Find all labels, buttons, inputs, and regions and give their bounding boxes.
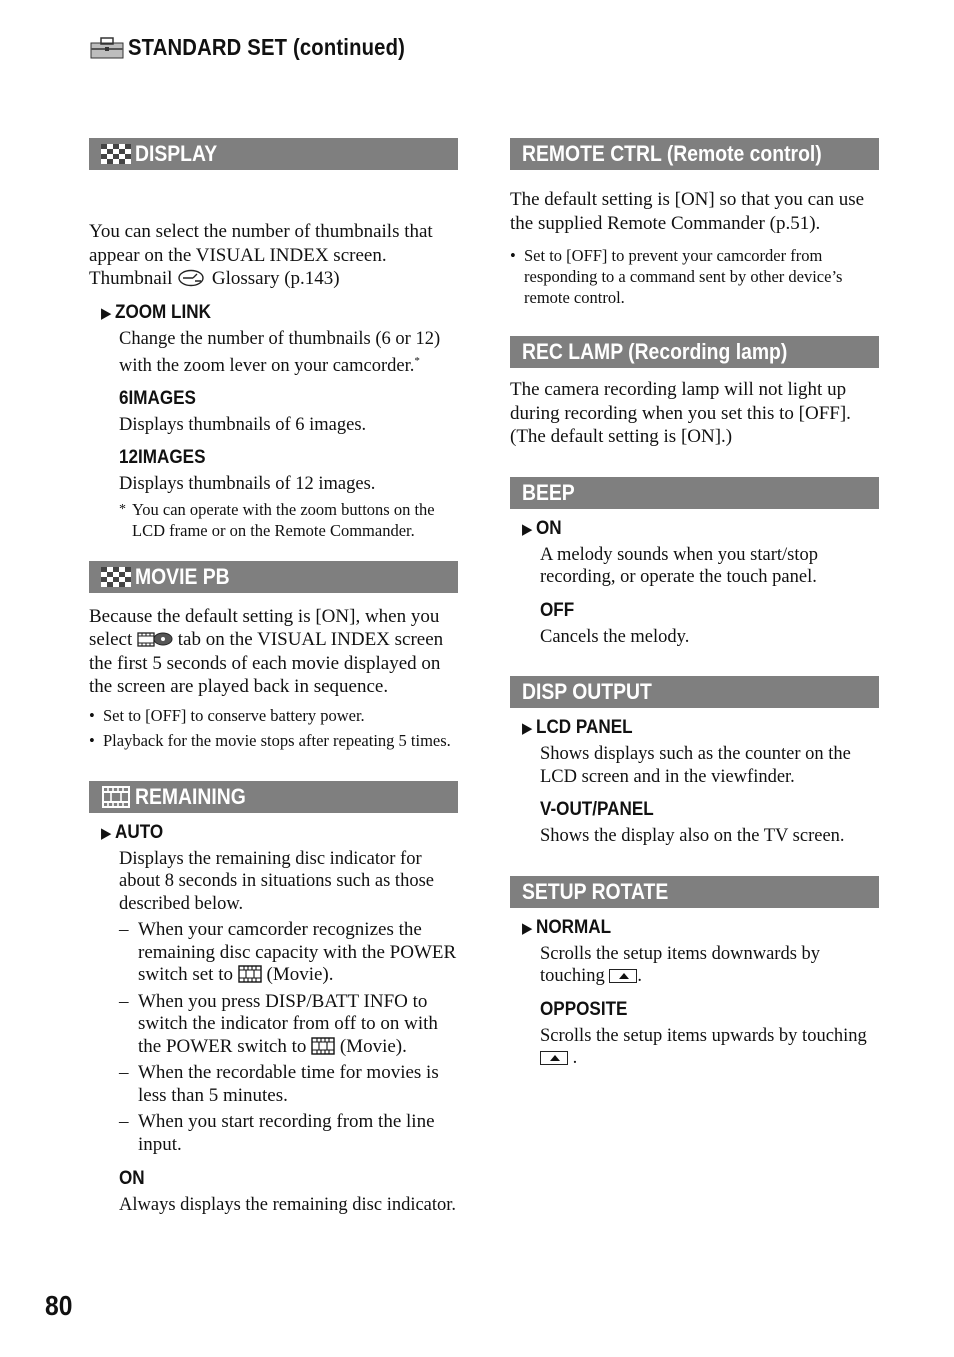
option-opposite: OPPOSITE bbox=[540, 998, 628, 1020]
option-zoom-link-text: Change the number of thumbnails (6 or 12) with the zoom lever on your camcorder.* bbox=[119, 328, 441, 377]
section-title-remaining: REMAINING bbox=[135, 783, 246, 809]
section-bar-display bbox=[89, 138, 458, 170]
option-beep-off-text: Cancels the melody. bbox=[540, 626, 690, 647]
section-title-display: DISPLAY bbox=[135, 141, 218, 166]
movie-pb-bullet: • Playback for the movie stops after repeating 5 times. bbox=[89, 730, 451, 750]
right-column bbox=[510, 138, 879, 1070]
option-normal: ▶ NORMAL bbox=[522, 916, 612, 938]
option-6images-text: Displays thumbnails of 6 images. bbox=[119, 414, 367, 435]
remaining-dash-item: – When you press DISP/BATT INFO to switch the indicator from off to on with the POWER switch to (Movie). bbox=[119, 990, 438, 1057]
remaining-dash-item: – When your camcorder recognizes the remaining disc capacity with the POWER switch set to (Movie). bbox=[119, 919, 457, 986]
rec-lamp-intro: The camera recording lamp will not light up during recording when you set this to [OFF]. (The default setting is [ON].) bbox=[510, 379, 851, 447]
option-lcd-panel: ▶ LCD PANEL bbox=[522, 717, 633, 738]
section-bar-remote-ctrl bbox=[510, 138, 879, 170]
left-column bbox=[89, 138, 458, 1217]
section-bar-beep bbox=[510, 477, 879, 509]
section-title-beep: BEEP bbox=[522, 479, 575, 505]
option-v-out-panel-text: Shows the display also on the TV screen. bbox=[540, 826, 845, 846]
display-footnote: * You can operate with the zoom buttons on the LCD frame or on the Remote Commander. bbox=[119, 499, 435, 540]
page-number: 80 bbox=[45, 1290, 73, 1321]
default-marker-icon: ▶ bbox=[101, 304, 112, 322]
display-intro: You can select the number of thumbnails that appear on the VISUAL INDEX screen. Thumbnail Glossary (p.143) bbox=[89, 221, 433, 289]
remaining-dash-item: – When you start recording from the line input. bbox=[119, 1111, 435, 1155]
toolbox-icon bbox=[90, 37, 124, 59]
movie-pb-bullet: • Set to [OFF] to conserve battery power. bbox=[89, 705, 365, 725]
checker-icon bbox=[101, 567, 131, 587]
option-beep-on: ▶ ON bbox=[522, 517, 562, 539]
remote-ctrl-intro: The default setting is [ON] so that you can use the supplied Remote Commander (p.51). bbox=[510, 189, 865, 234]
option-6images: 6IMAGES bbox=[119, 387, 196, 409]
section-title-disp-output: DISP OUTPUT bbox=[522, 679, 652, 704]
option-12images: 12IMAGES bbox=[119, 447, 206, 469]
glossary-hand-icon bbox=[177, 267, 207, 287]
option-zoom-link: ▶ ZOOM LINK bbox=[101, 301, 211, 323]
scroll-up-button-icon bbox=[609, 969, 637, 983]
remaining-dash-item: – When the recordable time for movies is less than 5 minutes. bbox=[119, 1062, 439, 1106]
option-normal-text: Scrolls the setup items downwards by touching . bbox=[540, 943, 821, 986]
section-title-rec-lamp: REC LAMP (Recording lamp) bbox=[522, 339, 788, 364]
section-title-setup-rotate: SETUP ROTATE bbox=[522, 878, 669, 904]
scroll-up-button-icon bbox=[540, 1051, 568, 1065]
section-bar-setup-rotate bbox=[510, 876, 879, 908]
option-on: ON bbox=[119, 1168, 145, 1190]
section-bar-remaining bbox=[89, 781, 458, 813]
movie-disc-tab-icon bbox=[137, 630, 173, 648]
section-bar-disp-output bbox=[510, 676, 879, 708]
default-marker-icon: ▶ bbox=[522, 919, 533, 937]
option-12images-text: Displays thumbnails of 12 images. bbox=[119, 474, 376, 495]
option-auto: ▶ AUTO bbox=[101, 821, 164, 843]
film-icon bbox=[101, 786, 131, 808]
checker-icon bbox=[101, 144, 131, 164]
section-bar-movie-pb bbox=[89, 561, 458, 593]
film-icon bbox=[311, 1037, 335, 1055]
section-bar-rec-lamp bbox=[510, 336, 879, 368]
default-marker-icon: ▶ bbox=[522, 520, 533, 538]
section-title-movie-pb: MOVIE PB bbox=[135, 563, 230, 589]
default-marker-icon: ▶ bbox=[522, 720, 533, 737]
remote-ctrl-bullet: • Set to [OFF] to prevent your camcorder from responding to a command sent by other device’s remote control. bbox=[510, 246, 843, 307]
page-header bbox=[90, 34, 443, 61]
option-auto-text: Displays the remaining disc indicator for about 8 seconds in situations such as those described below. bbox=[119, 848, 434, 914]
option-opposite-text: Scrolls the setup items upwards by touching . bbox=[540, 1025, 867, 1068]
option-beep-on-text: A melody sounds when you start/stop recording, or operate the touch panel. bbox=[540, 544, 819, 587]
page-title: STANDARD SET (continued) bbox=[128, 34, 406, 60]
option-lcd-panel-text: Shows displays such as the counter on the LCD screen and in the viewfinder. bbox=[540, 744, 851, 787]
default-marker-icon: ▶ bbox=[101, 824, 112, 842]
movie-pb-intro: Because the default setting is [ON], when you select tab on the VISUAL INDEX screen the first 5 seconds of each movie displayed on the screen are played back in sequence. bbox=[89, 605, 444, 698]
option-beep-off: OFF bbox=[540, 599, 575, 621]
option-v-out-panel: V-OUT/PANEL bbox=[540, 799, 654, 820]
option-on-text: Always displays the remaining disc indicator. bbox=[119, 1195, 457, 1216]
film-icon bbox=[238, 965, 262, 983]
section-title-remote-ctrl: REMOTE CTRL (Remote control) bbox=[522, 141, 822, 166]
